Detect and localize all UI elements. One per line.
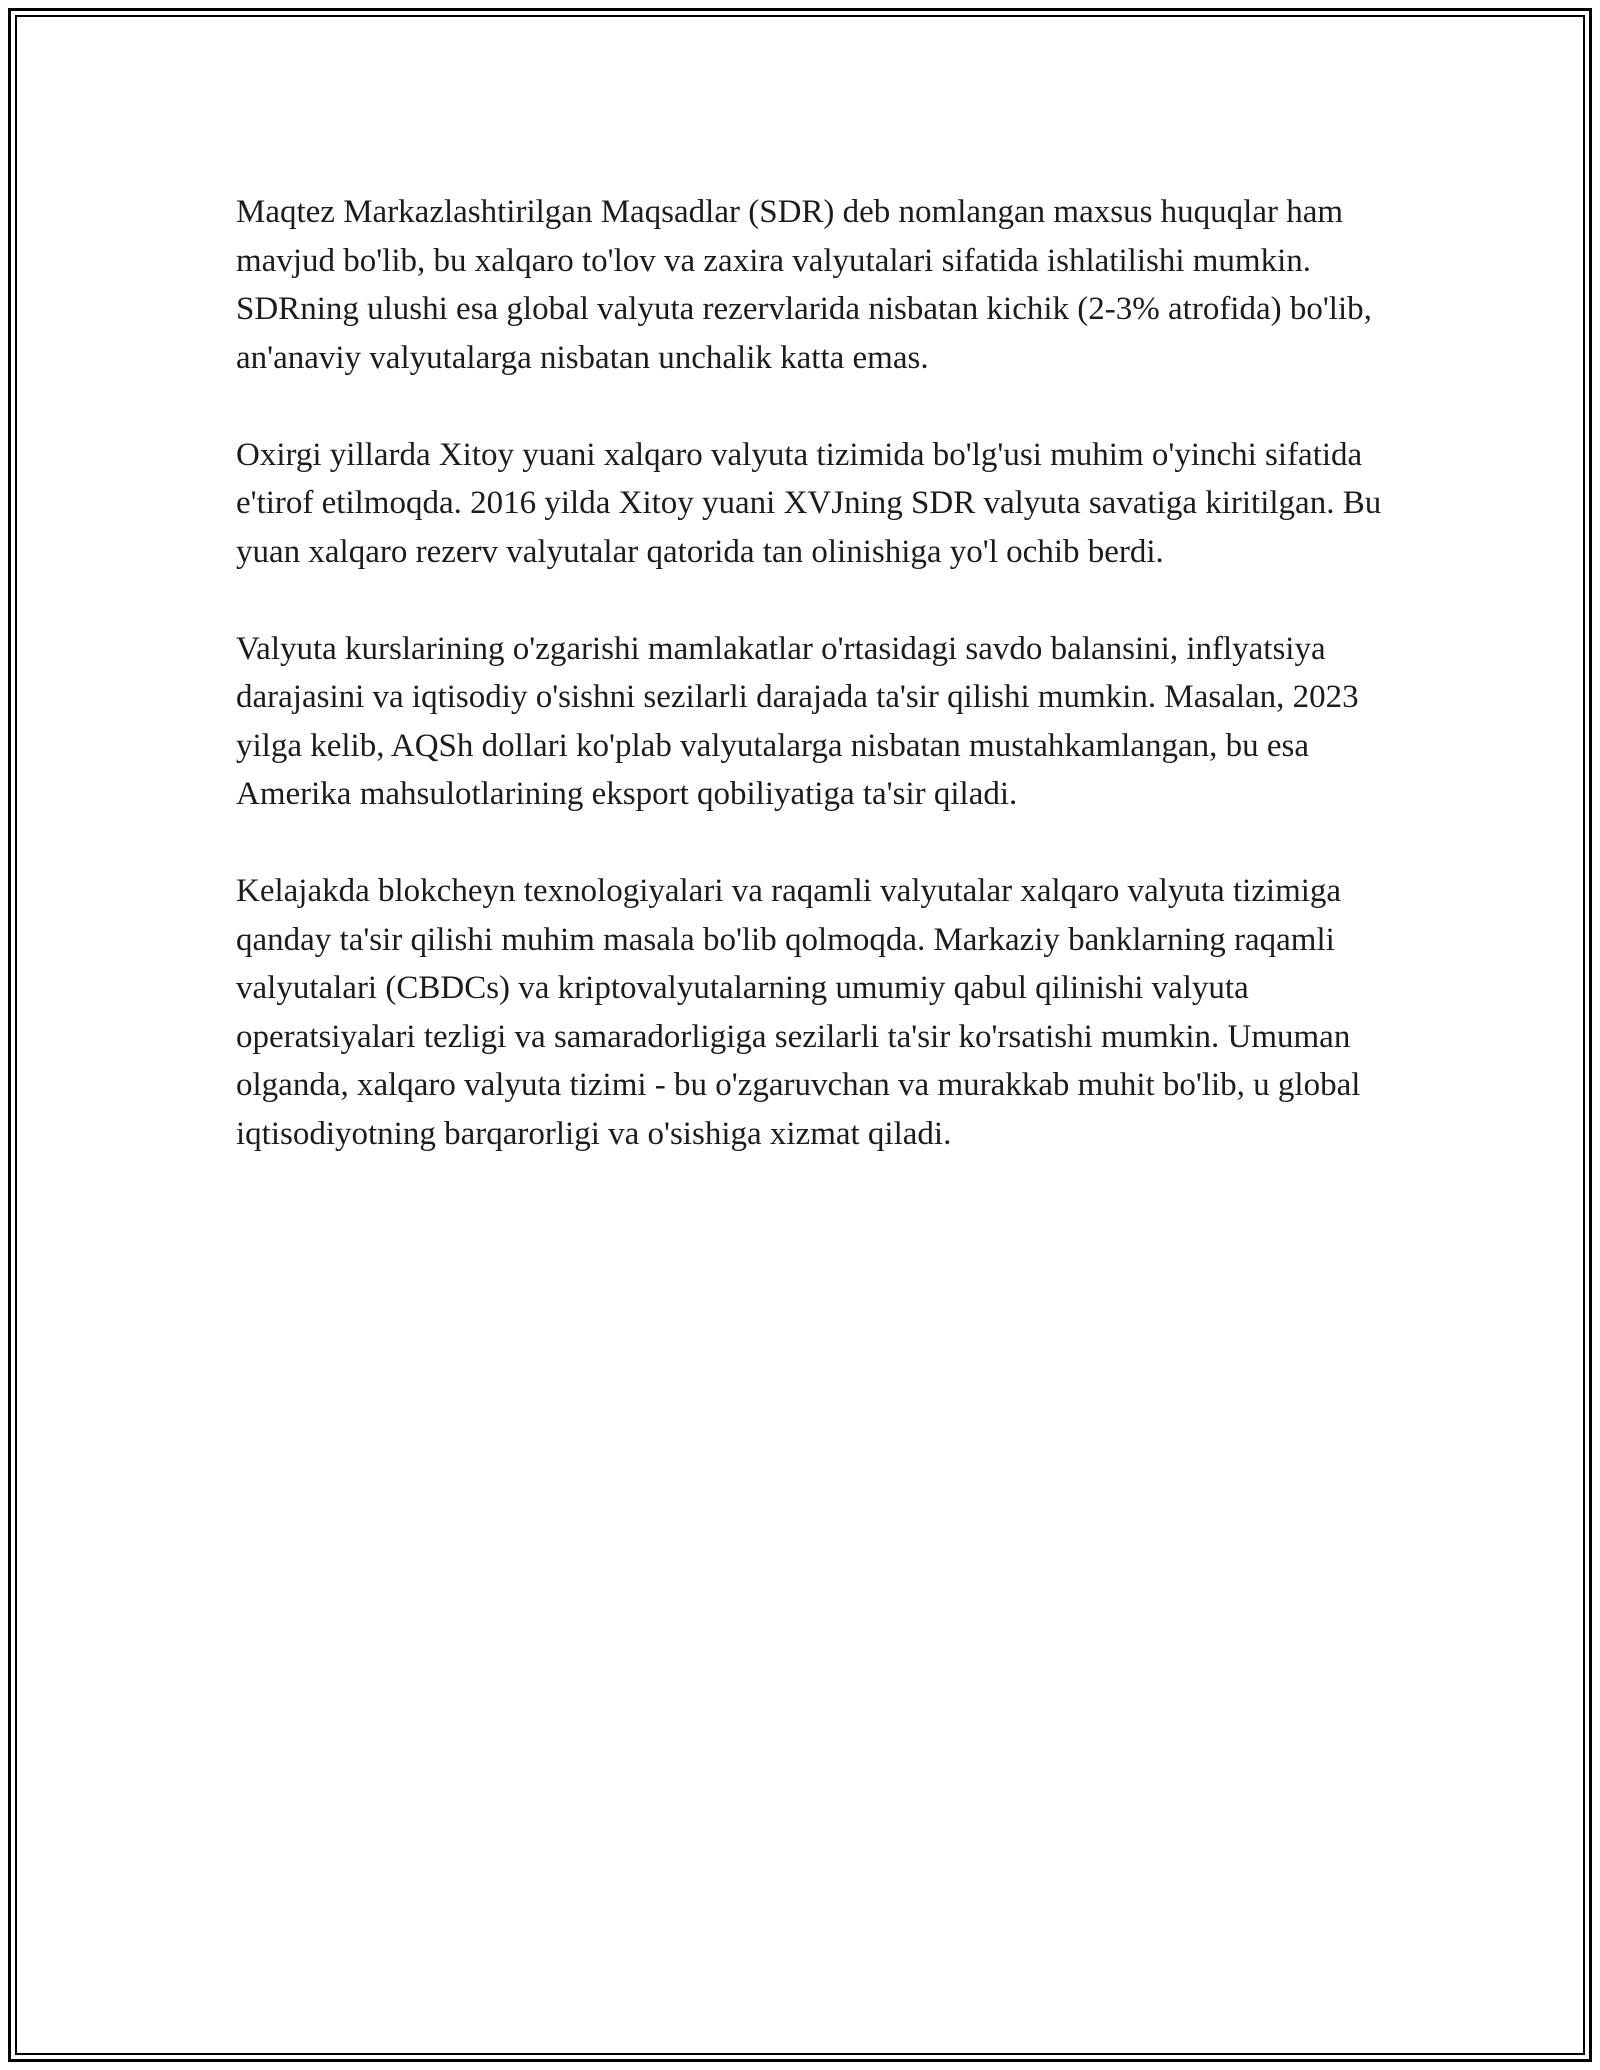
- paragraph-yuan: Oxirgi yillarda Xitoy yuani xalqaro valyuta tizimida bo'lg'usi muhim o'yinchi sifatida e'tirof etilmoqda. 2016 yilda Xitoy yuani XVJning SDR valyuta savatiga kiritilgan. Bu yuan xalqaro rezerv valyutalar qatorida tan olinishiga yo'l ochib berdi.: [236, 436, 1382, 570]
- document-body: [236, 188, 1386, 1207]
- paragraph-exchange-rates: Valyuta kurslarining o'zgarishi mamlakatlar o'rtasidagi savdo balansini, inflyatsiya darajasini va iqtisodiy o'sishni sezilarli darajada ta'sir qilishi mumkin. Masalan, 2023 yilga kelib, AQSh dollari ko'plab valyutalarga nisbatan mustahkamlangan, bu esa Amerika mahsulotlarining eksport qobiliyatiga ta'sir qiladi.: [236, 630, 1359, 812]
- paragraph-future-digital-currencies: Kelajakda blokcheyn texnologiyalari va raqamli valyutalar xalqaro valyuta tizimiga qanday ta'sir qilishi muhim masala bo'lib qolmoqda. Markaziy banklarning raqamli valyutalari (CBDCs) va kriptovalyutalarning umumiy qabul qilinishi valyuta operatsiyalari tezligi va samaradorligiga sezilarli ta'sir ko'rsatishi mumkin. Umuman olganda, xalqaro valyuta tizimi - bu o'zgaruvchan va murakkab muhit bo'lib, u global iqtisodiyotning barqarorligi va o'sishiga xizmat qiladi.: [236, 873, 1361, 1152]
- paragraph-sdr: Maqtez Markazlashtirilgan Maqsadlar (SDR) deb nomlangan maxsus huquqlar ham mavjud bo'lib, bu xalqaro to'lov va zaxira valyutalari sifatida ishlatilishi mumkin. SDRning ulushi esa global valyuta rezervlarida nisbatan kichik (2-3% atrofida) bo'lib, an'anaviy valyutalarga nisbatan unchalik katta emas.: [236, 194, 1372, 376]
